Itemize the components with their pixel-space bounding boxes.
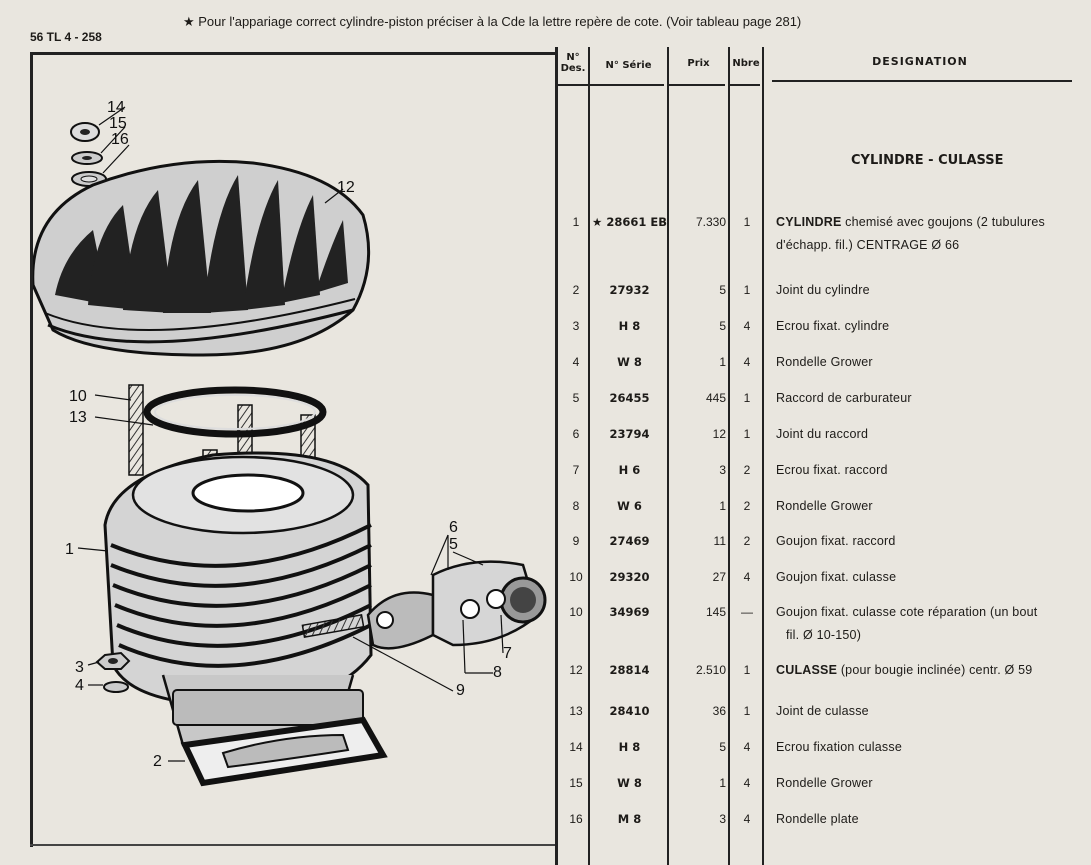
- row-6-designation: [776, 463, 888, 477]
- row-10-serie: 34969: [609, 605, 650, 619]
- row-0-num: 1: [572, 215, 580, 229]
- row-4-prix: 445: [705, 391, 726, 405]
- exploded-view-drawing: [33, 55, 553, 844]
- callout-14: 14: [107, 99, 125, 116]
- row-14-num: 15: [569, 776, 583, 790]
- callout-1: 1: [65, 541, 74, 558]
- row-9-num: 10: [569, 570, 583, 584]
- col-header-num: N° Des.: [560, 52, 586, 74]
- row-8-designation: [776, 534, 896, 548]
- callout-3: 3: [75, 659, 84, 676]
- col-header-designation: DESIGNATION: [872, 55, 968, 68]
- row-0-designation: [776, 215, 1045, 229]
- header-underline-num: [558, 84, 588, 86]
- row-0-prix: 7.330: [695, 215, 726, 229]
- row-15-designation: [776, 812, 859, 826]
- header-underline-serie: [590, 84, 664, 86]
- row-14-nbre: 4: [743, 776, 751, 790]
- table-divider-prix: [728, 47, 730, 865]
- row-2-nbre: 4: [743, 319, 751, 333]
- header-underline-nbre: [730, 84, 760, 86]
- row-3-prix: 1: [719, 355, 726, 369]
- table-left-border: [555, 47, 558, 865]
- row-12-prix: 36: [712, 704, 726, 718]
- callout-13: 13: [69, 409, 87, 426]
- row-3-num: 4: [572, 355, 580, 369]
- row-11-designation: [776, 663, 1032, 677]
- row-12-designation: [776, 704, 869, 718]
- row-5-prix: 12: [712, 427, 726, 441]
- row-1-desc: Joint du cylindre: [776, 283, 870, 297]
- frame-bottom-border: [30, 844, 556, 846]
- row-2-serie: H 8: [618, 319, 641, 333]
- cylinder-barrel: [105, 453, 371, 745]
- row-8-num: 9: [572, 534, 580, 548]
- table-divider-num: [588, 47, 590, 865]
- callout-4: 4: [75, 677, 84, 694]
- row-3-serie: W 8: [617, 355, 642, 369]
- row-11-desc: (pour bougie inclinée) centr. Ø 59: [837, 663, 1033, 677]
- row-10-designation: [776, 605, 1037, 619]
- cylinder-head: [33, 161, 369, 355]
- row-13-designation: [776, 740, 902, 754]
- row-8-prix: 11: [713, 534, 726, 548]
- row-5-desc: Joint du raccord: [776, 427, 869, 441]
- callout-9: 9: [456, 682, 465, 699]
- row-6-serie: H 6: [618, 463, 641, 477]
- header-underline-prix: [669, 84, 725, 86]
- row-11-num: 12: [569, 663, 583, 677]
- ordering-note: ★ Pour l'appariage correct cylindre-piston préciser à la Cde la lettre repère de cote. (Voir tableau page 281): [183, 14, 802, 29]
- row-15-serie: M 8: [617, 812, 642, 826]
- table-divider-nbre: [762, 47, 764, 865]
- row-10-num: 10: [569, 605, 583, 619]
- callout-10: 10: [69, 388, 87, 405]
- row-0-desc: chemisé avec goujons (2 tubulures: [841, 215, 1045, 229]
- row-11-title: CULASSE: [776, 663, 838, 677]
- col-header-prix: Prix: [687, 58, 710, 69]
- row-11-nbre: 1: [743, 663, 751, 677]
- row-6-prix: 3: [719, 463, 726, 477]
- row-1-prix: 5: [719, 283, 726, 297]
- callout-2: 2: [153, 753, 162, 770]
- row-8-nbre: 2: [743, 534, 751, 548]
- row-7-designation: [776, 499, 873, 513]
- row-1-nbre: 1: [743, 283, 751, 297]
- row-0-serie: ★ 28661 EB: [592, 215, 667, 229]
- row-13-desc: Ecrou fixation culasse: [776, 740, 902, 754]
- row-12-serie: 28410: [609, 704, 650, 718]
- row-11-serie: 28814: [609, 663, 650, 677]
- row-5-serie: 23794: [609, 427, 650, 441]
- row-4-serie: 26455: [609, 391, 650, 405]
- row-0-nbre: 1: [743, 215, 751, 229]
- col-header-serie: N° Série: [605, 60, 652, 71]
- callout-8: 8: [493, 664, 502, 681]
- row-9-serie: 29320: [609, 570, 650, 584]
- callout-6: 6: [449, 519, 458, 536]
- row-2-desc: Ecrou fixat. cylindre: [776, 319, 890, 333]
- col-header-nbre: Nbre: [732, 58, 760, 69]
- row-3-designation: [776, 355, 873, 369]
- row-10-nbre: —: [741, 605, 753, 619]
- row-13-nbre: 4: [743, 740, 751, 754]
- row-9-designation: [776, 570, 896, 584]
- row-14-designation: [776, 776, 873, 790]
- row-3-nbre: 4: [743, 355, 751, 369]
- row-6-desc: Ecrou fixat. raccord: [776, 463, 888, 477]
- row-4-designation: [776, 391, 912, 405]
- row-5-num: 6: [572, 427, 580, 441]
- row-15-nbre: 4: [743, 812, 751, 826]
- row-4-num: 5: [572, 391, 580, 405]
- row-9-prix: 27: [712, 570, 726, 584]
- row-6-nbre: 2: [743, 463, 751, 477]
- row-2-designation: [776, 319, 889, 333]
- row-12-num: 13: [569, 704, 583, 718]
- table-divider-serie: [667, 47, 669, 865]
- row-8-desc: Goujon fixat. raccord: [776, 534, 896, 548]
- row-14-prix: 1: [719, 776, 726, 790]
- callout-16: 16: [111, 131, 129, 148]
- row-15-prix: 3: [719, 812, 726, 826]
- row-2-num: 3: [572, 319, 580, 333]
- callout-5: 5: [449, 536, 458, 553]
- row-0-desc-continued: d'échapp. fil.) CENTRAGE Ø 66: [776, 238, 960, 252]
- row-11-prix: 2.510: [695, 663, 726, 677]
- row-7-serie: W 6: [617, 499, 642, 513]
- row-13-prix: 5: [719, 740, 726, 754]
- callout-15: 15: [109, 115, 127, 132]
- header-underline-designation: [772, 80, 1072, 82]
- row-14-desc: Rondelle Grower: [776, 776, 873, 790]
- row-9-nbre: 4: [743, 570, 751, 584]
- row-1-num: 2: [572, 283, 580, 297]
- row-0-title: CYLINDRE: [776, 215, 842, 229]
- row-9-desc: Goujon fixat. culasse: [776, 570, 897, 584]
- row-1-serie: 27932: [609, 283, 650, 297]
- row-1-designation: [776, 283, 870, 297]
- row-8-serie: 27469: [609, 534, 650, 548]
- row-7-desc: Rondelle Grower: [776, 499, 873, 513]
- section-title: CYLINDRE - CULASSE: [851, 153, 1004, 168]
- row-15-num: 16: [569, 812, 583, 826]
- row-3-desc: Rondelle Grower: [776, 355, 873, 369]
- row-14-serie: W 8: [617, 776, 642, 790]
- row-10-prix: 145: [705, 605, 726, 619]
- row-10-desc: Goujon fixat. culasse cote réparation (un bout: [776, 605, 1038, 619]
- row-10-desc-continued: fil. Ø 10-150): [786, 628, 862, 642]
- row-15-desc: Rondelle plate: [776, 812, 859, 826]
- row-6-num: 7: [572, 463, 580, 477]
- callout-7: 7: [503, 645, 512, 662]
- row-7-num: 8: [572, 499, 580, 513]
- row-2-prix: 5: [719, 319, 726, 333]
- row-13-serie: H 8: [618, 740, 641, 754]
- row-5-designation: [776, 427, 868, 441]
- row-12-desc: Joint de culasse: [776, 704, 869, 718]
- row-7-nbre: 2: [743, 499, 751, 513]
- page-reference: 56 TL 4 - 258: [30, 30, 102, 44]
- row-4-nbre: 1: [743, 391, 751, 405]
- row-13-num: 14: [569, 740, 583, 754]
- callout-12: 12: [337, 179, 355, 196]
- row-12-nbre: 1: [743, 704, 751, 718]
- head-nut-washers: [71, 123, 106, 186]
- row-4-desc: Raccord de carburateur: [776, 391, 912, 405]
- row-5-nbre: 1: [743, 427, 751, 441]
- row-7-prix: 1: [719, 499, 726, 513]
